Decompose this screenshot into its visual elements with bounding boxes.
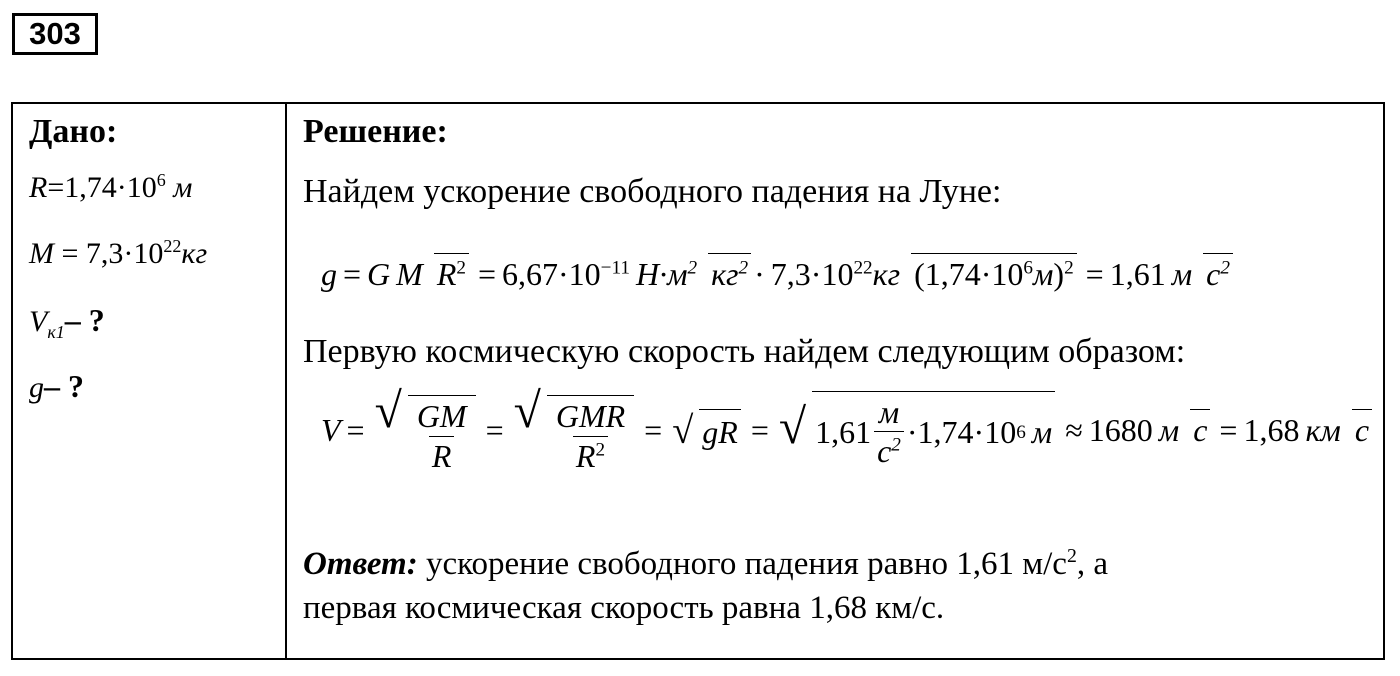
problem-number: 303	[12, 13, 98, 55]
f2-sqrt-4: √ 1,61 $\frac{м}{с^2}$ ·1,74·10 6 м	[779, 391, 1055, 470]
f2-V: V	[321, 411, 341, 448]
gravity-question: – ?	[44, 368, 84, 404]
answer-exponent: 2	[1066, 545, 1077, 567]
answer-text-2: , а	[1076, 546, 1108, 582]
f2-frac-kms: км с	[1302, 412, 1372, 449]
radius-unit: м	[173, 171, 193, 204]
f1-frac-units-den: $кг^2$	[708, 253, 751, 292]
f1-gconst: $6,67\cdot 10^{-11}$	[502, 255, 630, 292]
f1-frac-result-unit	[1169, 256, 1233, 293]
f2-frac-ms2: $\frac{м}{с^2}$	[874, 396, 904, 470]
f1-frac-units	[633, 256, 751, 293]
radius-value: =1,74·10	[47, 171, 157, 204]
f2-approx: ≈	[1065, 411, 1083, 448]
f1-frac-units-num: $Н\cdot м^2$	[635, 255, 698, 292]
f2-frac-ms: м с	[1156, 412, 1211, 449]
f1-frac-values	[768, 256, 1077, 293]
given-header: Дано:	[29, 113, 118, 150]
answer-block	[303, 542, 1373, 630]
f2-v168: 1,68	[1243, 411, 1300, 448]
f2-v1680: 1680	[1088, 411, 1153, 448]
mass-symbol: M	[29, 237, 54, 270]
formula-gravity	[303, 228, 1373, 320]
solution-column	[303, 110, 1373, 630]
column-divider	[285, 104, 287, 658]
radius-exponent: 6	[156, 170, 166, 190]
f1-result-unit-num: м	[1171, 255, 1193, 292]
solution-text-1: Найдем ускорение свободного падения на Луне:	[303, 173, 1002, 210]
answer-text-1: ускорение свободного падения равно 1,61 м/с	[417, 546, 1067, 582]
answer-label: Ответ:	[303, 546, 418, 582]
f1-frac-mr-den: $R^2$	[434, 253, 469, 292]
f1-eq-2: =	[477, 255, 496, 292]
f2-eq-2: =	[485, 411, 504, 448]
unknown-velocity	[29, 296, 279, 362]
f2-eq-3: =	[644, 411, 663, 448]
f1-frac-mr-num: M	[396, 255, 423, 292]
velocity-question: – ?	[64, 302, 105, 338]
radius-symbol: R	[29, 171, 48, 204]
f2-frac-gmr-r2: $\frac{\text{GMR}}{R^2}$	[555, 398, 626, 474]
f1-frac-values-num: $7,3\cdot 10^{22}кг$	[770, 255, 901, 292]
solution-table	[11, 102, 1385, 660]
answer-line-1	[303, 542, 1373, 586]
gravity-symbol: g	[29, 371, 44, 404]
f2-eq-5: =	[1219, 411, 1238, 448]
mass-exponent: 22	[163, 236, 182, 256]
given-mass	[29, 230, 279, 296]
mass-unit: кг	[181, 237, 208, 270]
unknown-gravity	[29, 362, 279, 428]
velocity-symbol: V	[29, 305, 48, 338]
f2-eq-4: =	[750, 411, 769, 448]
f1-eq-1: =	[343, 255, 362, 292]
formula-velocity	[303, 383, 1373, 474]
f2-sqrt-1: √ $\frac{GM}{R}$	[375, 386, 476, 474]
f1-result: 1,61	[1109, 255, 1166, 292]
f1-frac-mr	[393, 256, 469, 293]
solution-header: Решение:	[303, 113, 448, 150]
mass-value: = 7,3·10	[54, 237, 164, 270]
f2-eq-1: =	[346, 411, 365, 448]
given-radius	[29, 164, 279, 230]
f1-G: G	[367, 255, 391, 292]
answer-line-2: первая космическая скорость равна 1,68 км/с.	[303, 590, 945, 626]
given-column	[29, 110, 279, 428]
solution-text-2: Первую космическую скорость найдем следующим образом:	[303, 333, 1186, 370]
f2-sqrt-2: √ $\frac{\text{GMR}}{R^2}$	[514, 386, 635, 474]
f2-frac-gm-r: $\frac{GM}{R}$	[416, 398, 467, 474]
f1-result-unit-den: $с^2$	[1203, 253, 1233, 292]
f1-dot: ·	[754, 255, 765, 292]
f1-g: g	[321, 255, 337, 292]
f1-frac-values-den: $(1,74\cdot 10^6м)^2$	[911, 253, 1077, 292]
f1-eq-3: =	[1085, 255, 1104, 292]
velocity-subscript: к1	[47, 322, 65, 342]
f2-sqrt-3: √ gR	[672, 409, 741, 451]
